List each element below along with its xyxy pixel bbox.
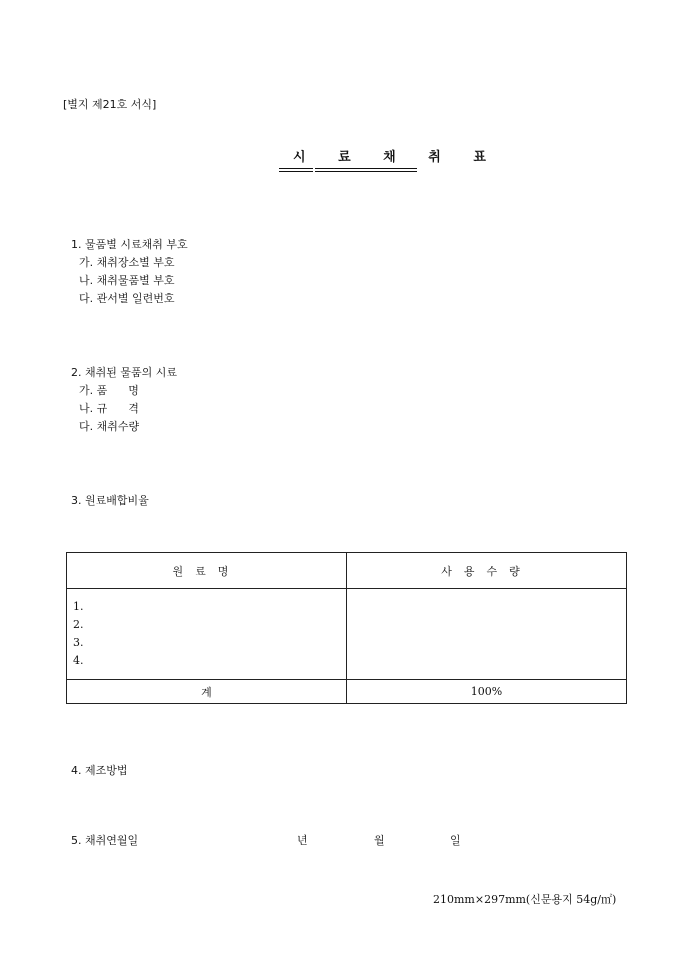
section2-item-c: 다. 채취수량: [79, 420, 140, 433]
section2-heading: 2. 채취된 물품의 시료: [71, 366, 177, 379]
section4-heading: 4. 제조방법: [71, 764, 128, 777]
document-title: 시 료 채 취 표: [293, 150, 500, 165]
table-row: 2.: [73, 618, 84, 631]
section1-item-c: 다. 관서별 일련번호: [79, 292, 175, 305]
date-month-label: 월: [374, 834, 385, 847]
table-row: 3.: [73, 636, 84, 649]
table-row: 1.: [73, 600, 84, 613]
date-day-label: 일: [450, 834, 461, 847]
section3-heading: 3. 원료배합비율: [71, 494, 149, 507]
total-label: 계: [67, 680, 347, 704]
total-value: 100%: [347, 680, 627, 704]
section1-item-a: 가. 채취장소별 부호: [79, 256, 175, 269]
column-header-material: 원료명: [67, 553, 347, 589]
column-header-amount: 사용수량: [347, 553, 627, 589]
paper-spec-note: 210mm×297mm(신문용지 54g/㎡): [433, 893, 617, 906]
title-double-underline: [279, 168, 417, 173]
section2-item-a: 가. 품 명: [79, 384, 139, 397]
section1-item-b: 나. 채취물품별 부호: [79, 274, 175, 287]
ingredient-ratio-table: [66, 552, 627, 704]
section2-item-b: 나. 규 격: [79, 402, 139, 415]
material-entries-cell: [67, 589, 347, 680]
table-row: 4.: [73, 654, 84, 667]
date-year-label: 년: [297, 834, 308, 847]
section1-heading: 1. 물품별 시료채취 부호: [71, 238, 188, 251]
amount-entries-cell: [347, 589, 627, 680]
section5-heading: 5. 채취연월일: [71, 834, 139, 847]
form-number-label: [별지 제21호 서식]: [63, 98, 157, 111]
